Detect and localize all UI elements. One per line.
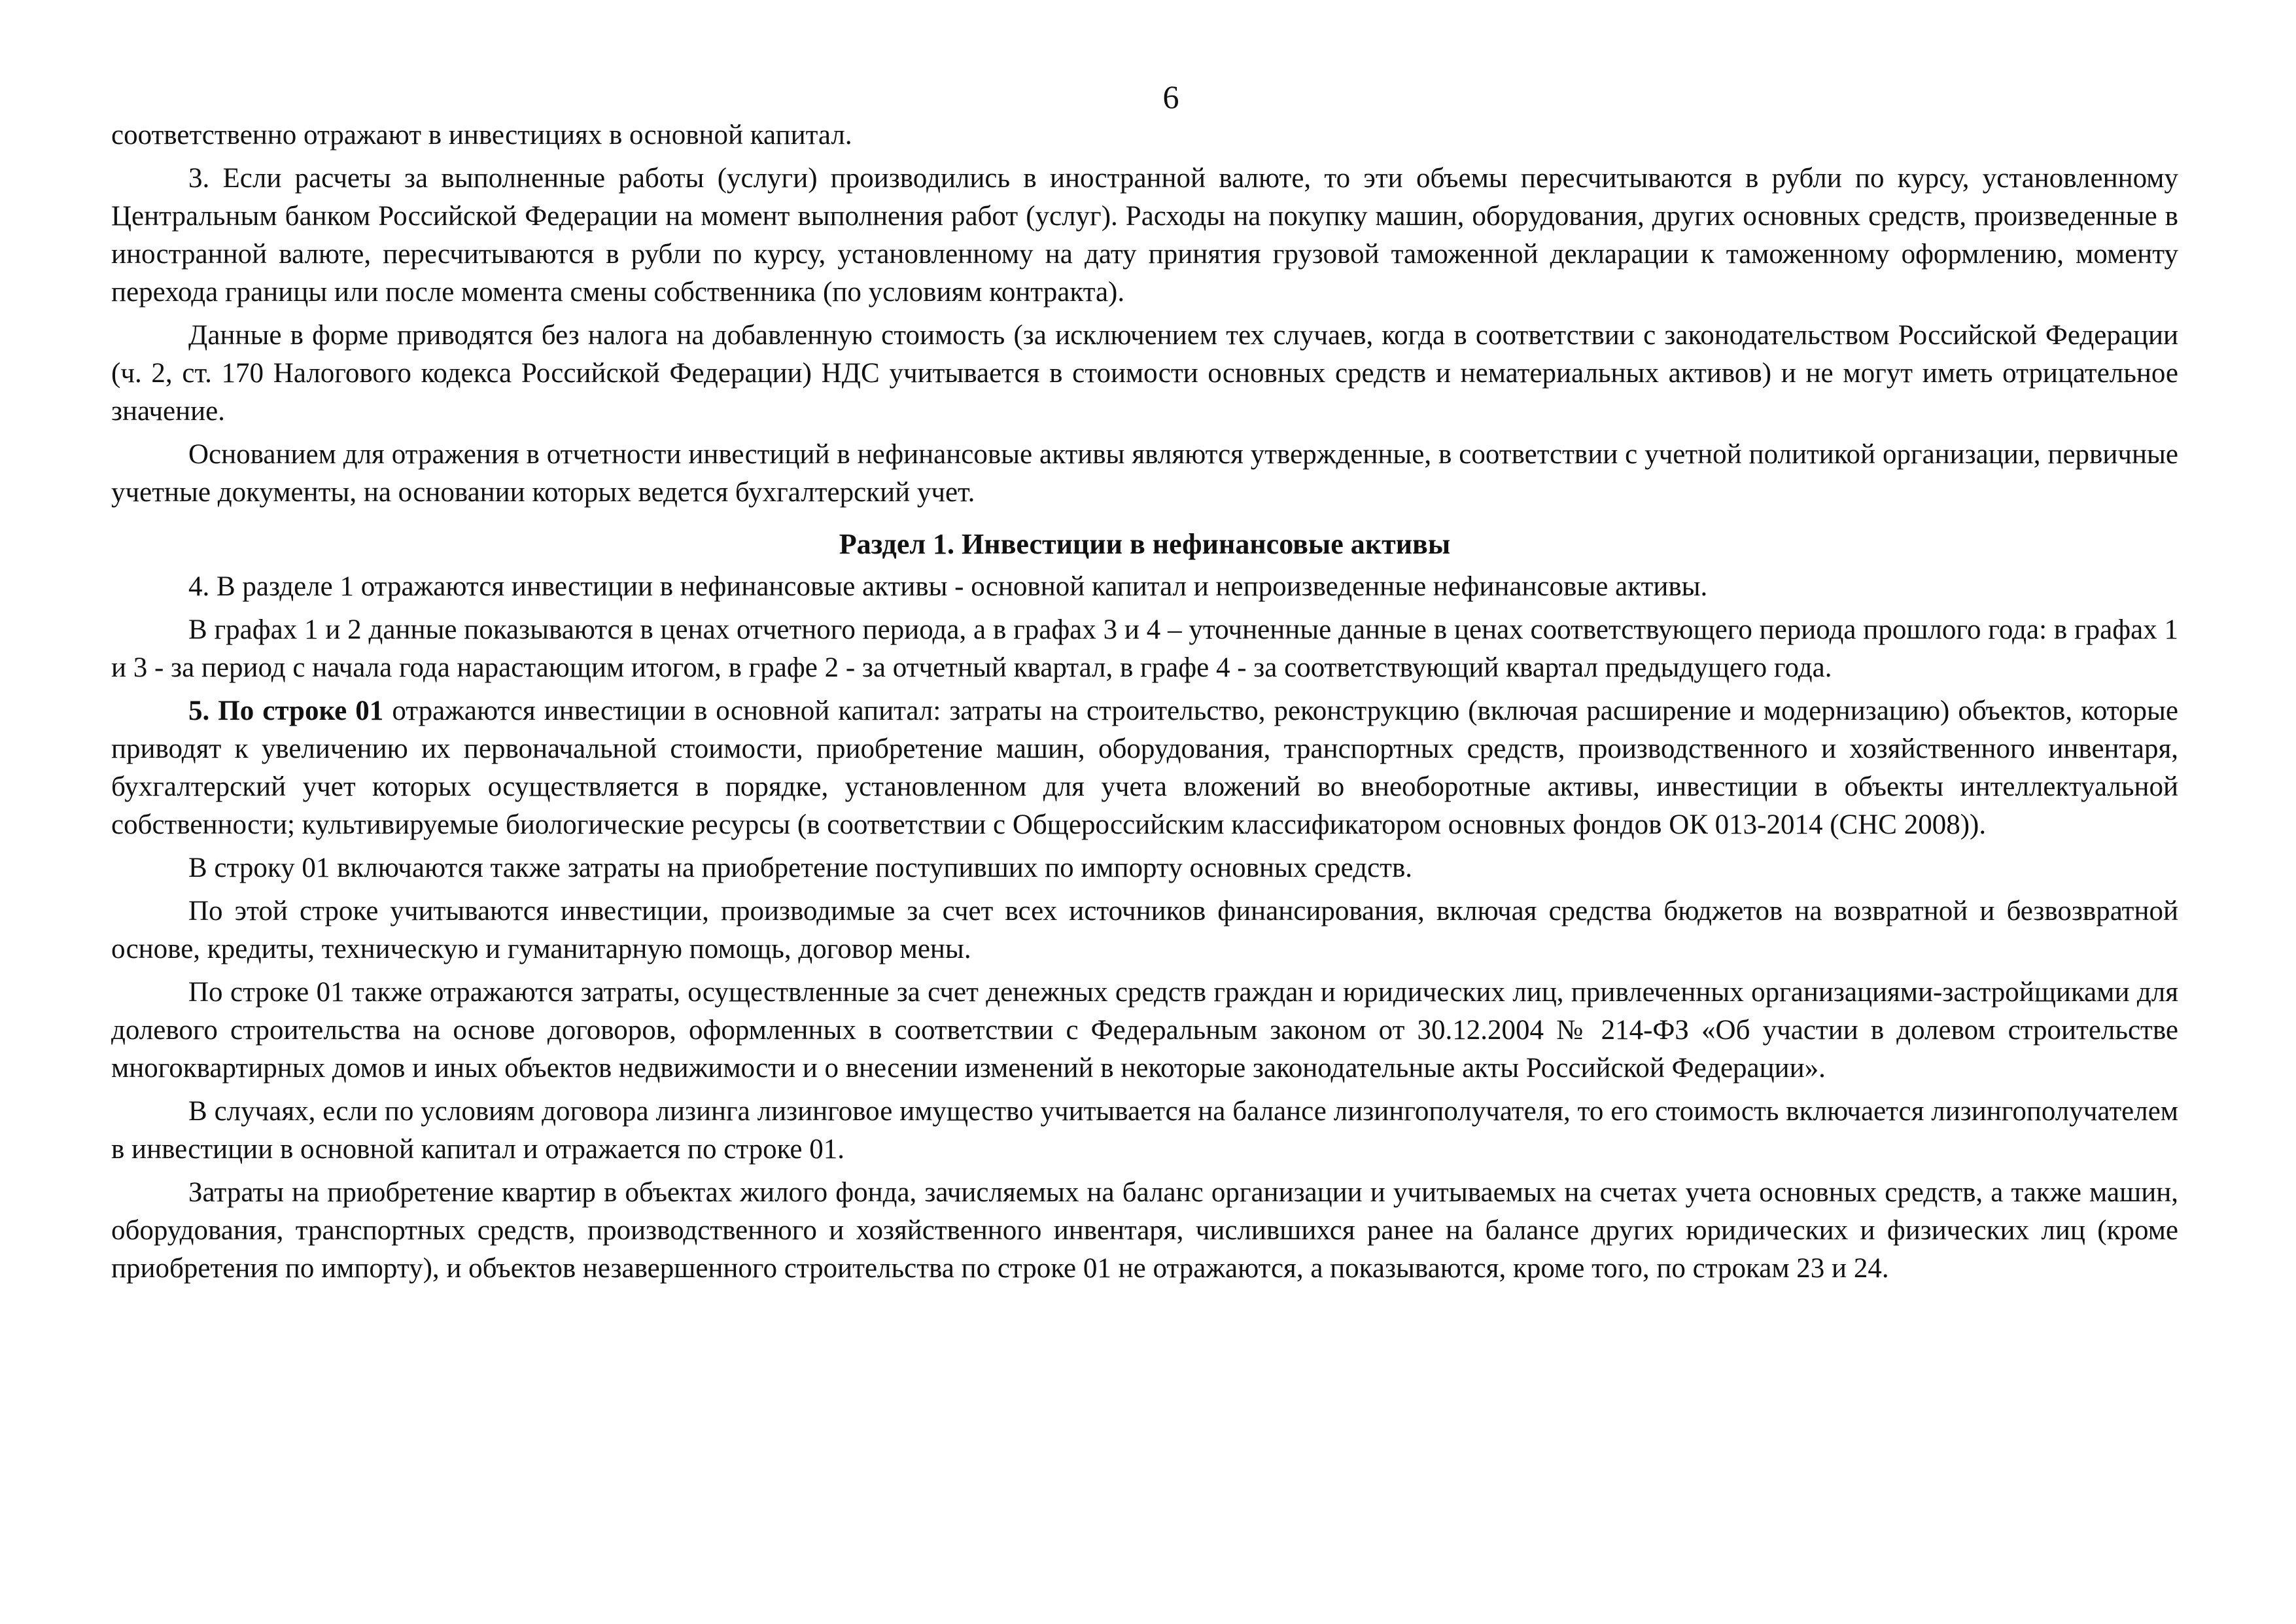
paragraph-shared-construction: По строке 01 также отражаются затраты, осуществленные за счет денежных средств граждан и юридических лиц, привлеченных организациями-застройщиками для долевого строительства на основе договоров, оформленных в соответствии с Федеральным законом от 30.12.2004 № 214-ФЗ «Об участии в долевом строительстве многоквартирных домов и иных объектов недвижимости и о внесении изменений в некоторые законодательные акты Российской Федерации». (111, 977, 2178, 1084)
section-heading: Раздел 1. Инвестиции в нефинансовые активы (839, 528, 1451, 560)
paragraph-vat: Данные в форме приводятся без налога на добавленную стоимость (за исключением тех случаев, когда в соответствии с законодательством Российской Федерации (ч. 2, ст. 170 Налогового кодекса Российской Федерации) НДС учитывается в стоимости основных средств и нематериальных активов) и не могут иметь отрицательное значение. (111, 320, 2178, 427)
document-page (111, 77, 2178, 1288)
paragraph-leasing: В случаях, если по условиям договора лизинга лизинговое имущество учитывается на балансе лизингополучателя, то его стоимость включается лизингополучателем в инвестиции в основной капитал и отражается по строке 01. (111, 1096, 2178, 1165)
paragraph-sources: По этой строке учитываются инвестиции, производимые за счет всех источников финансирования, включая средства бюджетов на возвратной и безвозвратной основе, кредиты, техническую и гуманитарную помощь, договор мены. (111, 896, 2178, 964)
paragraph-apartments: Затраты на приобретение квартир в объектах жилого фонда, зачисляемых на баланс организации и учитываемых на счетах учета основных средств, а также машин, оборудования, транспортных средств, производственного и хозяйственного инвентаря, числившихся ранее на балансе других юридических и физических лиц (кроме приобретения по импорту), и объектов незавершенного строительства по строке 01 не отражаются, а показываются, кроме того, по строкам 23 и 24. (111, 1177, 2178, 1284)
page-number: 6 (1162, 79, 1179, 115)
paragraph-5-text: отражаются инвестиции в основной капитал: затраты на строительство, реконструкцию (включая расширение и модернизацию) объектов, которые приводят к увеличению их первоначальной стоимости, приобретение машин, оборудования, транспортных средств, производственного и хозяйственного инвентаря, бухгалтерский учет которых осуществляется в порядке, установленном для учета вложений во внеоборотные активы, инвестиции в объекты интеллектуальной собственности; культивируемые биологические ресурсы (в соответствии с Общероссийским классификатором основных фондов ОК 013-2014 (СНС 2008)). (111, 696, 2178, 840)
paragraph-3-currency: 3. Если расчеты за выполненные работы (услуги) производились в иностранной валюте, то эти объемы пересчитываются в рубли по курсу, установленному Центральным банком Российской Федерации на момент выполнения работ (услуг). Расходы на покупку машин, оборудования, других основных средств, произведенные в иностранной валюте, пересчитываются в рубли по курсу, установленному на дату принятия грузовой таможенной декларации к таможенному оформлению, моменту перехода границы или после момента смены собственника (по условиям контракта). (111, 163, 2178, 308)
paragraph-continuation: соответственно отражают в инвестициях в основной капитал. (111, 120, 852, 150)
paragraph-import: В строку 01 включаются также затраты на приобретение поступивших по импорту основных средств. (188, 853, 1413, 883)
paragraph-4-section1: 4. В разделе 1 отражаются инвестиции в нефинансовые активы - основной капитал и непроизведенные нефинансовые активы. (188, 571, 1708, 602)
paragraph-5-bold-prefix: 5. По строке 01 (188, 696, 384, 726)
paragraph-columns: В графах 1 и 2 данные показываются в ценах отчетного периода, а в графах 3 и 4 – уточненные данные в ценах соответствующего периода прошлого года: в графах 1 и 3 - за период с начала года нарастающим итогом, в графе 2 - за отчетный квартал, в графе 4 - за соответствующий квартал предыдущего года. (111, 614, 2178, 683)
paragraph-basis: Основанием для отражения в отчетности инвестиций в нефинансовые активы являются утвержденные, в соответствии с учетной политикой организации, первичные учетные документы, на основании которых ведется бухгалтерский учет. (111, 439, 2178, 508)
paragraph-5-line01 (111, 692, 2178, 844)
